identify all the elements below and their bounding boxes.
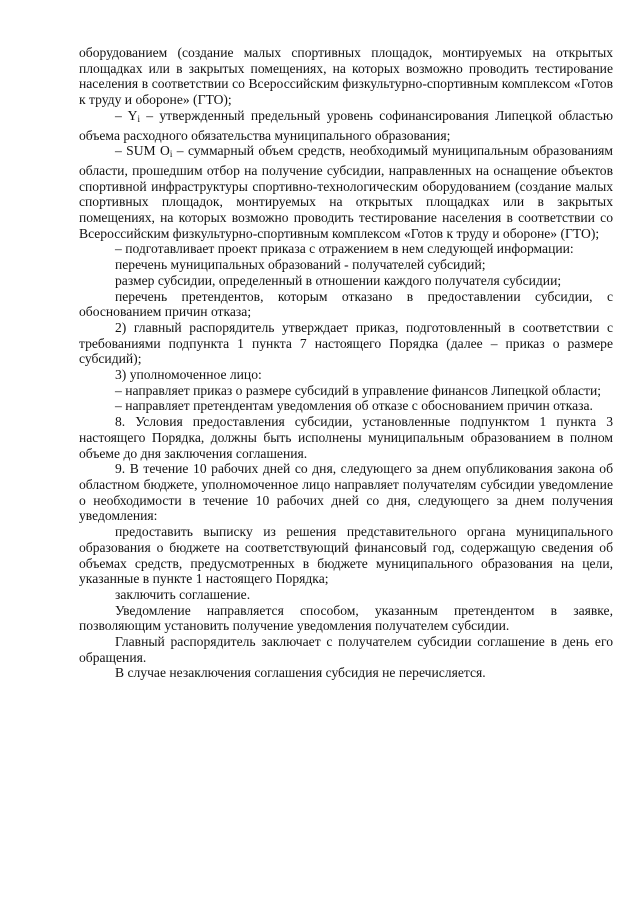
paragraph-item-3: 3) уполномоченное лицо: bbox=[115, 367, 262, 383]
paragraph-prepares-order: – подготавливает проект приказа с отражением в нем следующей информации: bbox=[115, 241, 574, 257]
yi-prefix: – Y bbox=[115, 107, 138, 123]
sum-oi-text: – суммарный объем средств, необходимый муниципальным образованиям области, прошедшим отбор на получение субсидии, направленных на оснащение объектов спортивной инфраструктуры спортивно-технологическим оборудованием (создание малых спортивных площадок, монтируемых на открытых площадках или в закрытых помещениях, на которых возможно проводить тестирование населения в соответствии со Всероссийским физкультурно-спортивным комплексом «Готов к труду и обороне» (ГТО); bbox=[79, 143, 614, 241]
paragraph-no-agreement: В случае незаключения соглашения субсидия не перечисляется. bbox=[115, 665, 486, 681]
paragraph-list-municipalities: перечень муниципальных образований - получателей субсидий; bbox=[115, 257, 486, 273]
paragraph-conclude-agreement: заключить соглашение. bbox=[115, 586, 251, 602]
sum-oi-prefix: – SUM O bbox=[115, 143, 170, 159]
paragraph-notification-method: Уведомление направляется способом, указанным претендентом в заявке, позволяющим установить получение уведомления получателем субсидии. bbox=[79, 602, 613, 634]
paragraph-list-refused: перечень претендентов, которым отказано в предоставлении субсидии, с обоснованием причин отказа; bbox=[79, 288, 613, 320]
sum-oi-subscript: i bbox=[169, 149, 173, 160]
yi-text: – утвержденный предельный уровень софинансирования Липецкой областью объема расходного обязательства муниципального образования; bbox=[79, 107, 613, 143]
paragraph-chief-manager: Главный распорядитель заключает с получателем субсидии соглашение в день его обращения. bbox=[79, 634, 613, 665]
paragraph-subsidy-size: размер субсидии, определенный в отношении каждого получателя субсидии; bbox=[115, 272, 562, 288]
paragraph-equipment-continuation: оборудованием (создание малых спортивных площадок, монтируемых на открытых площадках или в закрытых помещениях, на которых возможно проводить тестирование населения в соответствии со Всероссийским физкультурно-спортивным комплексом «Готов к труду и обороне» (ГТО); bbox=[79, 45, 613, 108]
paragraph-clause-8: 8. Условия предоставления субсидии, установленные подпунктом 1 пункта 3 настоящего Порядка, должны быть исполнены муниципальным образованием в полном объеме до дня заключения соглашения. bbox=[79, 414, 613, 461]
paragraph-provide-extract: предоставить выписку из решения представительного органа муниципального образования о бюджете на соответствующий финансовый год, содержащую сведения об объемах средств, предусмотренных в бюджете муниципального образования на цели, указанные в пункте 1 настоящего Порядка; bbox=[79, 524, 613, 587]
paragraph-sum-oi-definition bbox=[79, 143, 613, 241]
paragraph-clause-9: 9. В течение 10 рабочих дней со дня, следующего за днем опубликования закона об областном бюджете, уполномоченное лицо направляет получателям субсидии уведомление о необходимости в течение 10 рабочих дней со дня, следующего за днем получения уведомления: bbox=[79, 461, 613, 524]
paragraph-item-2: 2) главный распорядитель утверждает приказ, подготовленный в соответствии с требованиями подпункта 1 пункта 7 настоящего Порядка (далее – приказ о размере субсидий); bbox=[79, 319, 613, 367]
paragraph-sends-refusals: – направляет претендентам уведомления об отказе с обоснованием причин отказа. bbox=[115, 398, 593, 414]
paragraph-yi-definition bbox=[79, 108, 613, 143]
paragraph-sends-order: – направляет приказ о размере субсидий в управление финансов Липецкой области; bbox=[115, 382, 602, 398]
document-page bbox=[79, 45, 613, 681]
yi-subscript: i bbox=[137, 113, 140, 124]
